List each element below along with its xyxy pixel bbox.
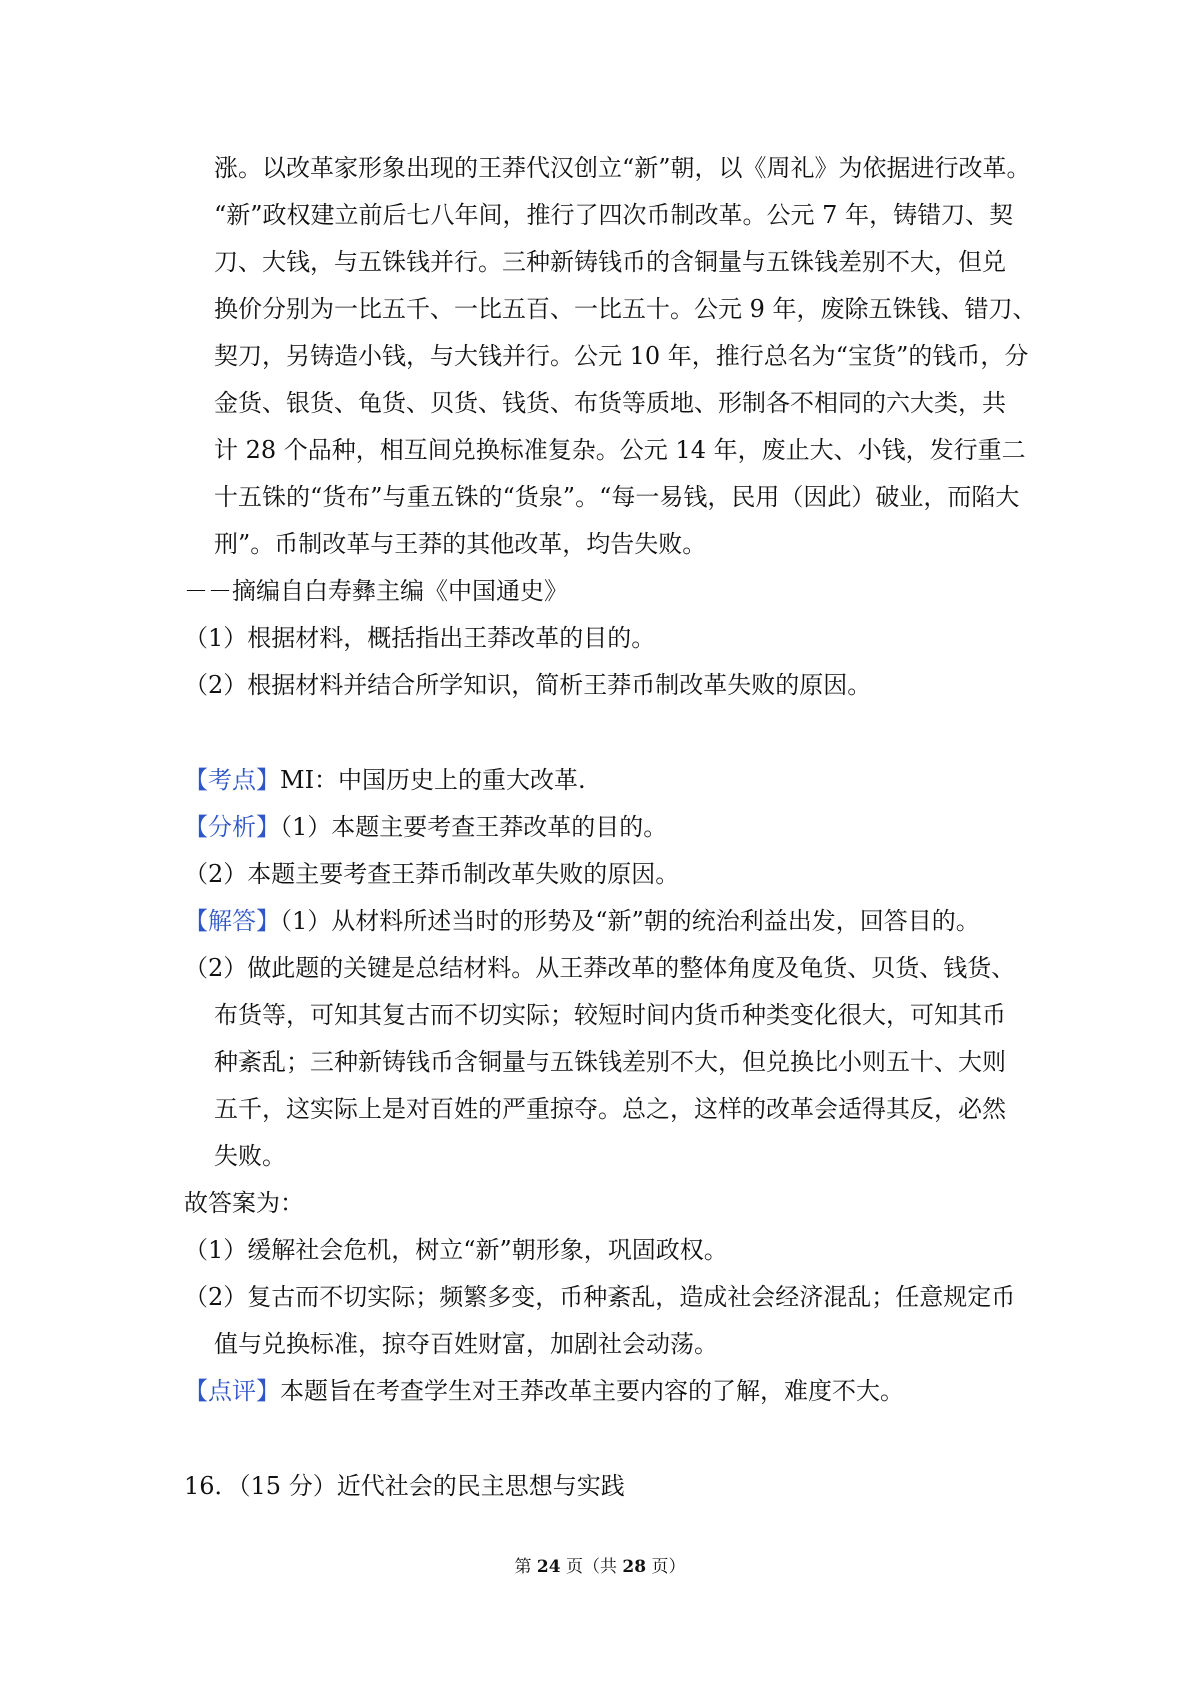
jieda-para2-first: （2）做此题的关键是总结材料。从王莽改革的整体角度及龟货、贝货、钱货、	[184, 954, 1016, 982]
answer-1: （1）缓解社会危机，树立“新”朝形象，巩固政权。	[184, 1236, 728, 1264]
footer-suffix: 页）	[646, 1557, 686, 1577]
footer-page-number: 24	[536, 1557, 561, 1577]
fenxi-text-1: （1）本题主要考查王莽改革的目的。	[280, 813, 668, 841]
material-line: 换价分别为一比五千、一比五百、一比五十。公元 9 年，废除五铢钱、错刀、	[214, 295, 1037, 323]
dianping-text: 本题旨在考查学生对王莽改革主要内容的了解，难度不大。	[280, 1377, 904, 1405]
jieda-para2-line: 种紊乱；三种新铸钱币含铜量与五铢钱差别不大，但兑换比小则五十、大则	[214, 1048, 1006, 1076]
dianping-section	[184, 1376, 904, 1406]
answer-label: 故答案为：	[184, 1189, 304, 1217]
material-line: 契刀，另铸造小钱，与大钱并行。公元 10 年，推行总名为“宝货”的钱币，分	[214, 342, 1029, 370]
footer-middle: 页（共	[560, 1557, 623, 1577]
jieda-text-1: （1）从材料所述当时的形势及“新”朝的统治利益出发，回答目的。	[280, 907, 980, 935]
fenxi-tag: 【分析】	[184, 813, 280, 841]
material-line: “新”政权建立前后七八年间，推行了四次币制改革。公元 7 年，铸错刀、契	[214, 201, 1014, 229]
answer-2-second: 值与兑换标准，掠夺百姓财富，加剧社会动荡。	[214, 1330, 718, 1358]
kaodian-tag: 【考点】	[184, 766, 280, 794]
material-line: 刑”。币制改革与王莽的其他改革，均告失败。	[214, 530, 707, 558]
jieda-para2-line: 五千，这实际上是对百姓的严重掠夺。总之，这样的改革会适得其反，必然	[214, 1095, 1006, 1123]
fenxi-text-2: （2）本题主要考查王莽币制改革失败的原因。	[184, 860, 680, 888]
jieda-para2-line: 布货等，可知其复古而不切实际；较短时间内货币种类变化很大，可知其币	[214, 1001, 1006, 1029]
material-line: 计 28 个品种，相互间兑换标准复杂。公元 14 年，废止大、小钱，发行重二	[214, 436, 1026, 464]
material-line: 十五铢的“货布”与重五铢的“货泉”。“每一易钱，民用（因此）破业，而陷大	[214, 483, 1020, 511]
footer-total-pages: 28	[622, 1557, 647, 1577]
kaodian-section	[184, 765, 586, 795]
question-1: （1）根据材料，概括指出王莽改革的目的。	[184, 624, 656, 652]
page-footer	[0, 1556, 1200, 1578]
question-2: （2）根据材料并结合所学知识，简析王莽币制改革失败的原因。	[184, 671, 872, 699]
kaodian-text: MI：中国历史上的重大改革.	[280, 766, 586, 794]
jieda-para2-line: 失败。	[214, 1142, 286, 1170]
footer-prefix: 第	[514, 1557, 537, 1577]
jieda-tag: 【解答】	[184, 907, 280, 935]
material-line: 刀、大钱，与五铢钱并行。三种新铸钱币的含铜量与五铢钱差别不大，但兑	[214, 248, 1006, 276]
material-line: 金货、银货、龟货、贝货、钱货、布货等质地、形制各不相同的六大类，共	[214, 389, 1006, 417]
jieda-section	[184, 906, 980, 936]
dianping-tag: 【点评】	[184, 1377, 280, 1405]
answer-2-first: （2）复古而不切实际；频繁多变，币种紊乱，造成社会经济混乱；任意规定币	[184, 1283, 1016, 1311]
material-line: 涨。以改革家形象出现的王莽代汉创立“新”朝，以《周礼》为依据进行改革。	[214, 154, 1031, 182]
next-question-title: 16．（15 分）近代社会的民主思想与实践	[184, 1472, 625, 1500]
fenxi-section	[184, 812, 667, 842]
material-source: －－摘编自白寿彝主编《中国通史》	[184, 577, 568, 605]
